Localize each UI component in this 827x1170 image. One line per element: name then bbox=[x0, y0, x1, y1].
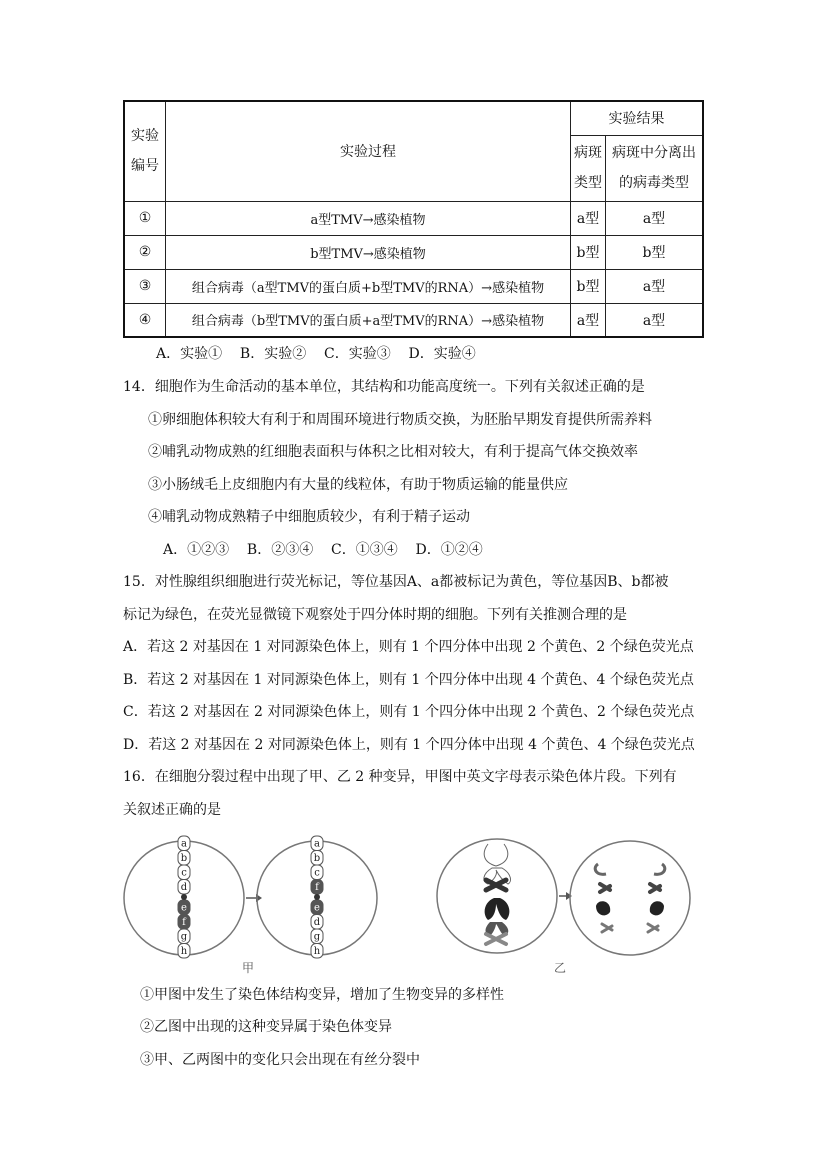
chromosome-segment-label: c bbox=[181, 867, 187, 879]
q14-item-3: ③小肠绒毛上皮细胞内有大量的线粒体，有助于物质运输的能量供应 bbox=[148, 477, 568, 493]
row-id: ② bbox=[124, 235, 166, 269]
q16-stem-1: 16．在细胞分裂过程中出现了甲、乙 2 种变异，甲图中英文字母表示染色体片段。下列有 bbox=[123, 769, 677, 785]
chromosome-segment-label: d bbox=[180, 882, 188, 893]
q15-option-a: A．若这 2 对基因在 1 对同源染色体上，则有 1 个四分体中出现 2 个黄色、2 个绿色荧光点 bbox=[123, 639, 694, 655]
chromosome-segment-label: d bbox=[313, 917, 321, 928]
row-lesion: b型 bbox=[571, 235, 606, 269]
experiment-table bbox=[123, 100, 704, 338]
chromosome-segment-label: c bbox=[314, 867, 320, 879]
q16-item-3: ③甲、乙两图中的变化只会出现在有丝分裂中 bbox=[140, 1052, 420, 1068]
q14-item-4: ④哺乳动物成熟精子中细胞质较少，有利于精子运动 bbox=[148, 509, 470, 525]
chromosome-segment-label: g bbox=[180, 931, 188, 943]
row-isolated: a型 bbox=[606, 201, 704, 235]
q14-item-2: ②哺乳动物成熟的红细胞表面积与体积之比相对较大，有利于提高气体交换效率 bbox=[148, 444, 638, 460]
q16-stem-2: 关叙述正确的是 bbox=[123, 802, 221, 818]
row-isolated: b型 bbox=[606, 235, 704, 269]
q15-option-b: B．若这 2 对基因在 1 对同源染色体上，则有 1 个四分体中出现 4 个黄色、4 个绿色荧光点 bbox=[123, 672, 694, 688]
row-process: 组合病毒（b型TMV的蛋白质+a型TMV的RNA）→感染植物 bbox=[166, 303, 571, 337]
row-id: ① bbox=[124, 201, 166, 235]
chromosome-segment-label: f bbox=[182, 917, 186, 928]
q14-item-1: ①卵细胞体积较大有利于和周围环境进行物质交换，为胚胎早期发育提供所需养料 bbox=[148, 412, 652, 428]
chromosome-segment-label: b bbox=[180, 853, 188, 864]
arrow-yi-head bbox=[566, 892, 572, 900]
chromosome-before bbox=[178, 836, 190, 958]
chromosome-segment-label: h bbox=[180, 946, 188, 957]
q14-options: A．①②③ B．②③④ C．①③④ D．①②④ bbox=[163, 542, 483, 558]
row-lesion: a型 bbox=[571, 201, 606, 235]
header-isolated-line2: 的病毒类型 bbox=[619, 175, 689, 191]
header-isolated-line1: 病斑中分离出 bbox=[612, 145, 696, 161]
chromosome-segment-label: a bbox=[181, 838, 187, 850]
row-id: ④ bbox=[124, 303, 166, 337]
row-process: 组合病毒（a型TMV的蛋白质+b型TMV的RNA）→感染植物 bbox=[166, 269, 571, 303]
q16-item-1: ①甲图中发生了染色体结构变异，增加了生物变异的多样性 bbox=[140, 987, 504, 1003]
figure-cell-division bbox=[122, 826, 707, 976]
row-isolated: a型 bbox=[606, 269, 704, 303]
q13-options: A．实验① B．实验② C．实验③ D．实验④ bbox=[156, 346, 476, 362]
header-id-line2: 编号 bbox=[131, 158, 159, 175]
table-row bbox=[124, 303, 703, 337]
chromosome-pair-light bbox=[486, 934, 506, 944]
row-isolated: a型 bbox=[606, 303, 704, 337]
row-process: a型TMV→感染植物 bbox=[166, 201, 571, 235]
chromosomes-separated bbox=[595, 864, 665, 932]
chromosome-pair-dark bbox=[485, 898, 510, 936]
q15-stem-2: 标记为绿色，在荧光显微镜下观察处于四分体时期的细胞。下列有关推测合理的是 bbox=[123, 607, 627, 623]
chromosome-segment-label: f bbox=[315, 882, 319, 893]
fig-label-jia: 甲 bbox=[242, 961, 255, 975]
row-lesion: a型 bbox=[571, 303, 606, 337]
fig-label-yi: 乙 bbox=[554, 961, 567, 975]
header-lesion-type bbox=[571, 135, 606, 201]
table-row bbox=[124, 269, 703, 303]
q15-stem-1: 15．对性腺组织细胞进行荧光标记，等位基因A、a都被标记为黄色，等位基因B、b都被 bbox=[123, 574, 669, 590]
header-isolated-type bbox=[606, 135, 704, 201]
chromosome-after bbox=[311, 836, 323, 958]
q16-item-2: ②乙图中出现的这种变异属于染色体变异 bbox=[140, 1019, 392, 1035]
centromere bbox=[314, 894, 320, 900]
table-row bbox=[124, 201, 703, 235]
row-process: b型TMV→感染植物 bbox=[166, 235, 571, 269]
table-row bbox=[124, 235, 703, 269]
q14-stem: 14．细胞作为生命活动的基本单位，其结构和功能高度统一。下列有关叙述正确的是 bbox=[123, 379, 645, 395]
row-lesion: b型 bbox=[571, 269, 606, 303]
chromosome-segment-label: e bbox=[314, 902, 320, 914]
header-id-line1: 实验 bbox=[131, 128, 159, 145]
q15-option-d: D．若这 2 对基因在 2 对同源染色体上，则有 1 个四分体中出现 4 个黄色、4 个绿色荧光点 bbox=[123, 737, 695, 753]
chromosome-segment-label: a bbox=[314, 838, 320, 850]
header-lesion-line1: 病斑 bbox=[574, 145, 602, 161]
cell-yi-after bbox=[570, 841, 690, 955]
header-process: 实验过程 bbox=[166, 101, 571, 201]
chromosome-segment-label: b bbox=[313, 853, 321, 864]
centromere bbox=[181, 894, 187, 900]
header-lesion-line2: 类型 bbox=[574, 175, 602, 191]
q15-option-c: C．若这 2 对基因在 2 对同源染色体上，则有 1 个四分体中出现 2 个黄色、2 个绿色荧光点 bbox=[123, 704, 695, 720]
header-id bbox=[124, 101, 166, 201]
chromosome-segment-label: g bbox=[313, 931, 321, 943]
chromosome-segment-label: e bbox=[181, 902, 187, 914]
chromosome-pair-small bbox=[486, 880, 506, 890]
chromosome-segment-label: h bbox=[313, 946, 321, 957]
row-id: ③ bbox=[124, 269, 166, 303]
header-result: 实验结果 bbox=[571, 101, 704, 135]
